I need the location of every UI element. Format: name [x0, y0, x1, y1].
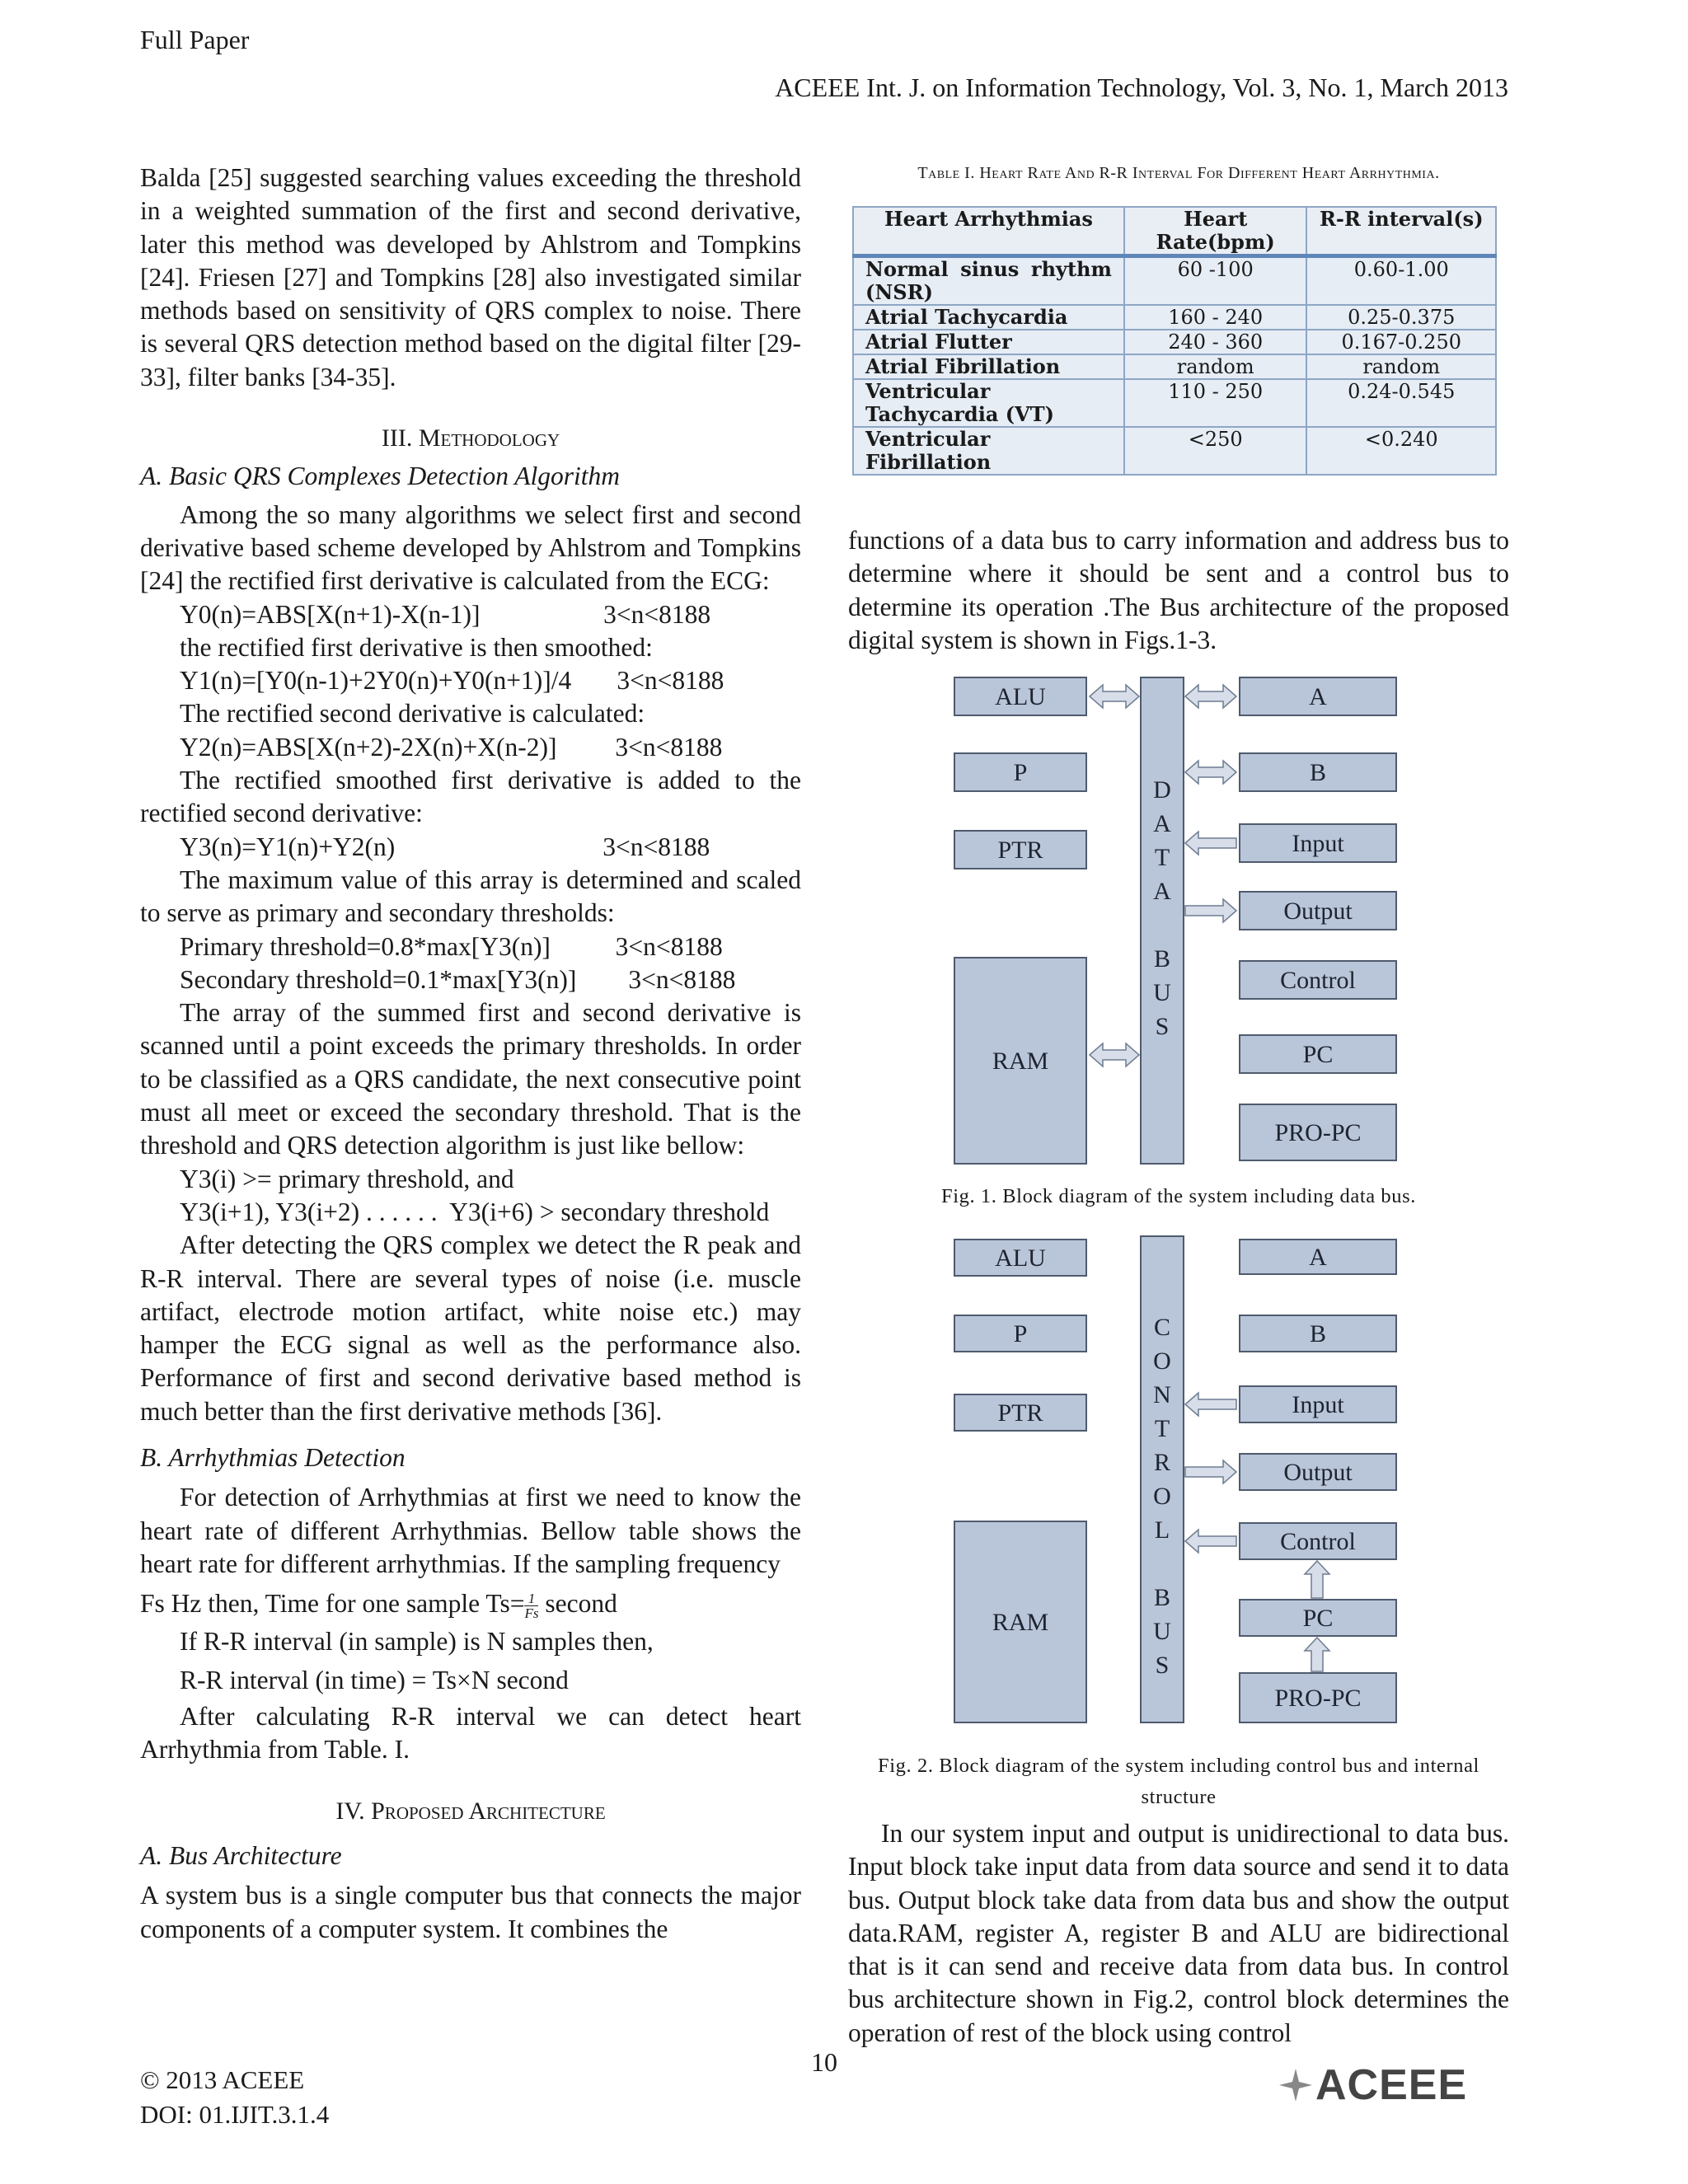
bus-letter: A [1153, 810, 1171, 837]
left-block-label: P [1013, 759, 1028, 786]
left-block-label: PTR [997, 1399, 1043, 1427]
upward-arrow [1305, 1561, 1329, 1598]
bus-letter: O [1153, 1347, 1171, 1375]
right-block-label: Output [1283, 898, 1353, 925]
section-title: Methodology [418, 424, 560, 452]
bus-letter: S [1155, 1652, 1170, 1679]
table-cell: 110 - 250 [1124, 379, 1307, 427]
figure-1-data-bus-diagram [940, 668, 1409, 1167]
table-cell: 60 -100 [1124, 256, 1307, 306]
bus-letter: T [1154, 844, 1170, 871]
bus-bar [1141, 1236, 1184, 1722]
equation: R-R interval (in time) = Ts×N second [180, 1665, 569, 1694]
table-header-row [853, 207, 1496, 256]
fraction-denominator: Fs [524, 1605, 539, 1622]
subsection-heading: A. Bus Architecture [140, 1840, 342, 1870]
running-header-left: Full Paper [140, 25, 250, 54]
left-block-label: RAM [992, 1047, 1049, 1075]
text-line: If R-R interval (in sample) is N samples then, [180, 1627, 654, 1657]
input-arrow [1185, 832, 1236, 855]
text-line: The rectified second derivative is calculated: [180, 699, 645, 729]
equation: Y2(n)=ABS[X(n+2)-2X(n)+X(n-2)] 3<n<8188 [180, 732, 723, 762]
bus-letter: S [1155, 1013, 1170, 1040]
right-block-label: B [1309, 759, 1327, 786]
bus-bar [1141, 677, 1184, 1164]
left-block-label: PTR [997, 837, 1043, 864]
right-block-label: Control [1280, 1528, 1356, 1555]
table-cell: Atrial Flutter [853, 330, 1124, 354]
subsection-heading: B. Arrhythmias Detection [140, 1442, 406, 1472]
table-row [853, 354, 1496, 379]
equation: Y3(n)=Y1(n)+Y2(n) 3<n<8188 [180, 832, 710, 861]
bus-letter: B [1153, 1584, 1171, 1611]
bus-letter: N [1153, 1381, 1171, 1408]
table-cell: 240 - 360 [1124, 330, 1307, 354]
bidirectional-arrow [1185, 685, 1236, 708]
right-block-label: PRO-PC [1274, 1119, 1362, 1146]
table-header-cell: Heart Arrhythmias [853, 207, 1124, 256]
table-row [853, 256, 1496, 306]
left-column [140, 162, 801, 1946]
aceee-logo [1276, 2060, 1467, 2110]
doi: DOI: 01.IJIT.3.1.4 [140, 2100, 330, 2129]
table-caption: Table I. Heart Rate And R-R Interval For Different Heart Arrhythmia. [917, 164, 1440, 182]
paragraph: After calculating R-R interval we can detect heart Arrhythmia from Table. I. [140, 1702, 801, 1765]
paragraph: A system bus is a single computer bus that connects the major components of a computer system. It combines the [140, 1881, 801, 1943]
table-cell: random [1124, 354, 1307, 379]
bus-letter: C [1153, 1314, 1171, 1341]
table-header-cell: Heart Rate(bpm) [1124, 207, 1307, 256]
paragraph: The array of the summed first and second derivative is scanned until a point exceeds the primary thresholds. In order to be classified as a QRS candidate, the next consecutive point must all meet or exceed the secondary threshold. That is the threshold and QRS detection algorithm is just like bellow: [140, 998, 801, 1160]
equation: Y1(n)=[Y0(n-1)+2Y0(n)+Y0(n+1)]/4 3<n<8188 [180, 666, 724, 696]
bus-letter: B [1153, 945, 1171, 972]
bus-letter: A [1153, 878, 1171, 905]
bus-letter: U [1153, 1618, 1171, 1645]
table-cell: Atrial Tachycardia [853, 305, 1124, 330]
paragraph: For detection of Arrhythmias at first we need to know the heart rate of different Arrhythmias. Bellow table shows the heart rate for different arrhythmias. If the sampling frequency [140, 1483, 801, 1578]
table-cell: 160 - 240 [1124, 305, 1307, 330]
paragraph: In our system input and output is unidirectional to data bus. Input block take input data from data source and send it to data bus. Output block take data from data bus and show the output data.RAM, register A, register B and ALU are bidirectional that is it can send and receive data from data bus. In control bus architecture shown in Fig.2, control block determines the operation of rest of the block using control [848, 1819, 1509, 2047]
upward-arrow [1305, 1638, 1329, 1671]
right-block-label: PRO-PC [1274, 1685, 1362, 1712]
input-arrow [1185, 1393, 1236, 1416]
bus-letter: T [1154, 1415, 1170, 1442]
figure-2-control-bus-diagram [940, 1233, 1409, 1727]
formula-suffix: second [538, 1589, 617, 1619]
bus-letter: R [1153, 1449, 1171, 1476]
figure-1-caption: Fig. 1. Block diagram of the system including data bus. [940, 1185, 1416, 1207]
output-arrow [1185, 1460, 1236, 1483]
section-title: Proposed Architecture [371, 1797, 606, 1825]
text-line: the rectified first derivative is then smoothed: [180, 632, 653, 662]
right-block-label: PC [1302, 1041, 1334, 1068]
table-row [853, 330, 1496, 354]
paragraph: Among the so many algorithms we select first and second derivative based scheme developed by Ahlstrom and Tompkins [24] the rectified first derivative is calculated from the ECG: [140, 499, 801, 596]
equation: Primary threshold=0.8*max[Y3(n)] 3<n<8188 [180, 931, 723, 961]
left-block-label: P [1013, 1320, 1028, 1347]
table-cell: Ventricular Fibrillation [853, 427, 1124, 475]
section-number: IV. [335, 1797, 372, 1825]
section-heading-methodology [140, 422, 801, 455]
equation: Y0(n)=ABS[X(n+1)-X(n-1)] 3<n<8188 [180, 599, 711, 629]
bus-letter: O [1153, 1483, 1171, 1510]
table-cell: random [1306, 354, 1496, 379]
output-arrow [1185, 899, 1236, 922]
equation: Secondary threshold=0.1*max[Y3(n)] 3<n<8188 [180, 964, 736, 994]
section-heading-proposed-architecture [140, 1795, 801, 1828]
paragraph: Balda [25] suggested searching values exceeding the threshold in a weighted summation of the first and second derivative, later this method was developed by Ahlstrom and Tompkins [24]. Friesen [27] and Tompkins [28] also investigated similar methods based on sensitivity of QRS complex to noise. There is several QRS detection method based on the digital filter [29-33], filter banks [34-35]. [140, 163, 801, 391]
left-block-label: ALU [995, 1244, 1046, 1272]
input-arrow [1185, 1530, 1236, 1553]
table-cell: 0.25-0.375 [1306, 305, 1496, 330]
page-number: 10 [811, 2047, 837, 2077]
paragraph: functions of a data bus to carry information and address bus to determine where it should be sent and a control bus to determine its operation .The Bus architecture of the proposed digital system is shown in Figs.1-3. [848, 526, 1509, 654]
right-block-label: Control [1280, 967, 1356, 994]
formula-line [140, 1587, 801, 1620]
table-cell: 0.60-1.00 [1306, 256, 1496, 306]
table-row [853, 379, 1496, 427]
paragraph: The maximum value of this array is determined and scaled to serve as primary and secondary thresholds: [140, 865, 801, 928]
figure-2-caption: Fig. 2. Block diagram of the system including control bus and internal structure [878, 1755, 1479, 1808]
bus-letter: L [1154, 1516, 1170, 1544]
subsection-heading: A. Basic QRS Complexes Detection Algorithm [140, 462, 621, 491]
left-block-label: RAM [992, 1609, 1049, 1636]
right-block-label: Input [1292, 1391, 1344, 1418]
bidirectional-arrow [1090, 1043, 1139, 1066]
fraction [524, 1591, 538, 1620]
table-cell: <250 [1124, 427, 1307, 475]
table-cell: 0.24-0.545 [1306, 379, 1496, 427]
table-cell: Atrial Fibrillation [853, 354, 1124, 379]
copyright: © 2013 ACEEE [140, 2065, 305, 2094]
table-header-cell: R-R interval(s) [1306, 207, 1496, 256]
running-header-right: ACEEE Int. J. on Information Technology, Vol. 3, No. 1, March 2013 [775, 73, 1508, 102]
right-block-label: PC [1302, 1605, 1334, 1632]
paragraph: The rectified smoothed first derivative is added to the rectified second derivative: [140, 766, 801, 828]
fraction-numerator: 1 [524, 1591, 538, 1606]
right-block-label: A [1309, 1244, 1327, 1271]
formula-prefix: Fs Hz then, Time for one sample Ts= [140, 1589, 525, 1619]
left-block-label: ALU [995, 683, 1046, 710]
table-row [853, 427, 1496, 475]
right-block-label: A [1309, 683, 1327, 710]
bus-letter: U [1153, 979, 1171, 1006]
arrhythmia-table [852, 206, 1497, 476]
section-number: III. [381, 424, 419, 452]
paragraph: After detecting the QRS complex we detect the R peak and R-R interval. There are several types of noise (i.e. muscle artifact, electrode motion artifact, white noise etc.) may hamper the ECG signal as well as the performance also. Performance of first and second derivative based method is much better than the first derivative methods [36]. [140, 1230, 801, 1426]
table-cell: Normal sinus rhythm (NSR) [853, 256, 1124, 306]
right-block-label: B [1309, 1320, 1327, 1347]
bidirectional-arrow [1090, 685, 1139, 708]
bus-letter: D [1153, 776, 1171, 804]
bidirectional-arrow [1185, 761, 1236, 784]
right-column-bottom [848, 1817, 1509, 2050]
star-logo-icon [1276, 2065, 1315, 2105]
right-block-label: Input [1292, 830, 1344, 857]
right-column-top [848, 524, 1509, 657]
equation: Y3(i+1), Y3(i+2) . . . . . . Y3(i+6) > secondary threshold [180, 1197, 770, 1226]
table-row [853, 305, 1496, 330]
table-cell: <0.240 [1306, 427, 1496, 475]
logo-text: ACEEE [1315, 2061, 1468, 2109]
equation: Y3(i) >= primary threshold, and [180, 1164, 514, 1193]
table-cell: 0.167-0.250 [1306, 330, 1496, 354]
table-cell: Ventricular Tachycardia (VT) [853, 379, 1124, 427]
right-block-label: Output [1283, 1459, 1353, 1486]
